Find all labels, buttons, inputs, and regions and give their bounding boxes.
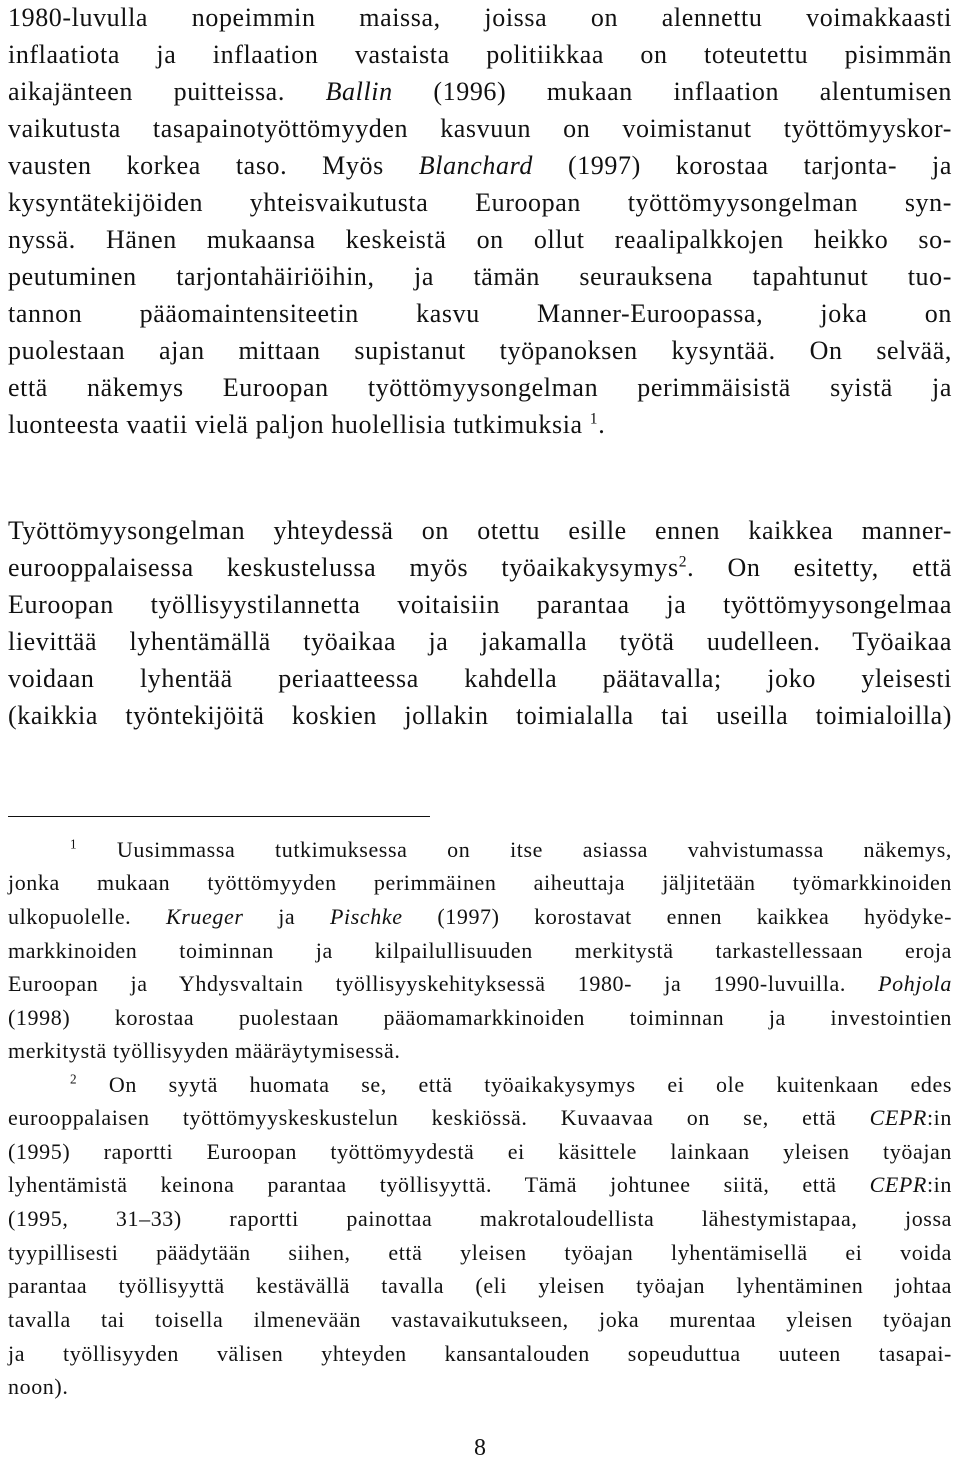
paragraph-1-line: 1980-luvulla nopeimmin maissa, joissa on alennettu voimakkaasti: [8, 3, 952, 32]
paragraph-2-line: Työttömyysongelman yhteydessä on otettu esille ennen kaikkea manner-: [8, 516, 952, 545]
paragraph-1-line: luonteesta vaatii vielä paljon huolellisia tutkimuksia $^1$.: [8, 410, 606, 439]
author-citation: Pischke: [330, 904, 403, 929]
page-number: 8: [474, 1435, 486, 1461]
footnote-1-line: $^1$ Uusimmassa tutkimuksessa on itse asiassa vahvistumassa näkemys,: [70, 836, 953, 862]
footnote-1-line: jonka mukaan työttömyyden perimmäinen aiheuttaja jäljitetään työmarkkinoiden: [8, 870, 952, 895]
footnote-1-line: ulkopuolelle. Krueger ja Pischke (1997) korostavat ennen kaikkea hyödyke-: [8, 904, 952, 929]
footnote-2-line: tyypillisesti päädytään siihen, että yleisen työajan lyhentämisellä ei voida: [8, 1240, 952, 1265]
paragraph-1-line: kysyntätekijöiden yhteisvaikutusta Euroopan työttömyysongelman syn-: [8, 188, 952, 217]
paragraph-2-line: eurooppalaisessa keskustelussa myös työaikakysymys$^2$. On esitetty, että: [8, 553, 953, 582]
paragraph-1-line: inflaatiota ja inflaation vastaista politiikkaa on toteutettu pisimmän: [8, 40, 952, 69]
footnote-2-line: noon).: [8, 1374, 69, 1399]
footnote-ref[interactable]: 2: [678, 553, 688, 571]
footnote-2-line: (1995, 31–33) raportti painottaa makrotaloudellista lähestymistapaa, jossa: [8, 1206, 952, 1231]
footnote-ref[interactable]: 1: [589, 410, 599, 428]
footnote-1-line: Euroopan ja Yhdysvaltain työllisyyskehityksessä 1980- ja 1990-luvuilla. Pohjola: [8, 971, 952, 996]
paragraph-2-line: (kaikkia työntekijöitä koskien jollakin toimialalla tai useilla toimialoilla): [8, 701, 952, 730]
footnote-divider: [8, 816, 430, 817]
footnote-1-line: merkitystä työllisyyden määräytymisessä.: [8, 1038, 401, 1063]
paragraph-2-line: lievittää lyhentämällä työaikaa ja jakamalla työtä uudelleen. Työaikaa: [8, 627, 952, 656]
paragraph-2-line: voidaan lyhentää periaatteessa kahdella päätavalla; joko yleisesti: [8, 664, 952, 693]
author-citation: Pohjola: [878, 971, 952, 996]
paragraph-1-line: tannon pääomaintensiteetin kasvu Manner-Euroopassa, joka on: [8, 299, 952, 328]
author-citation: Ballin: [325, 77, 393, 106]
footnote-1-line: markkinoiden toiminnan ja kilpailullisuuden merkitystä tarkastellessaan eroja: [8, 938, 952, 963]
footnote-2-line: (1995) raportti Euroopan työttömyydestä ei käsittele lainkaan yleisen työajan: [8, 1139, 952, 1164]
footnote-2-line: tavalla tai toisella ilmenevään vastavaikutukseen, joka murentaa yleisen työajan: [8, 1307, 952, 1332]
footnote-2-line: lyhentämistä keinona parantaa työllisyyttä. Tämä johtunee siitä, että CEPR:in: [8, 1172, 952, 1197]
footnote-2-line: parantaa työllisyyttä kestävällä tavalla (eli yleisen työajan lyhentäminen johtaa: [8, 1273, 952, 1298]
paragraph-1-line: vaikutusta tasapainotyöttömyyden kasvuun on voimistanut työttömyyskor-: [8, 114, 952, 143]
author-citation: Blanchard: [418, 151, 533, 180]
paragraph-1-line: että näkemys Euroopan työttömyysongelman perimmäisistä syistä ja: [8, 373, 952, 402]
footnote-1-line: (1998) korostaa puolestaan pääomamarkkinoiden toiminnan ja investointien: [8, 1005, 952, 1030]
paragraph-1-line: aikajänteen puitteissa. Ballin (1996) mukaan inflaation alentumisen: [8, 77, 952, 106]
paragraph-2-line: Euroopan työllisyystilannetta voitaisiin parantaa ja työttömyysongelmaa: [8, 590, 952, 619]
organization-citation: CEPR: [869, 1105, 927, 1130]
paragraph-1-line: nyssä. Hänen mukaansa keskeistä on ollut reaalipalkkojen heikko so-: [8, 225, 952, 254]
paragraph-1-line: peutuminen tarjontahäiriöihin, ja tämän seurauksena tapahtunut tuo-: [8, 262, 952, 291]
footnote-2-line: $^2$ On syytä huomata se, että työaikakysymys ei ole kuitenkaan edes: [70, 1071, 952, 1097]
paragraph-1-line: puolestaan ajan mittaan supistanut työpanoksen kysyntää. On selvää,: [8, 336, 952, 365]
author-citation: Krueger: [165, 904, 244, 929]
footnote-marker: 1: [70, 836, 78, 852]
footnote-2-line: ja työllisyyden välisen yhteyden kansantalouden sopeuduttua uuteen tasapai-: [8, 1341, 952, 1366]
footnote-marker: 2: [70, 1071, 78, 1087]
organization-citation: CEPR: [869, 1172, 927, 1197]
paragraph-1-line: vausten korkea taso. Myös Blanchard (1997) korostaa tarjonta- ja: [8, 151, 953, 180]
footnote-2-line: eurooppalaisen työttömyyskeskustelun keskiössä. Kuvaavaa on se, että CEPR:in: [8, 1105, 952, 1130]
